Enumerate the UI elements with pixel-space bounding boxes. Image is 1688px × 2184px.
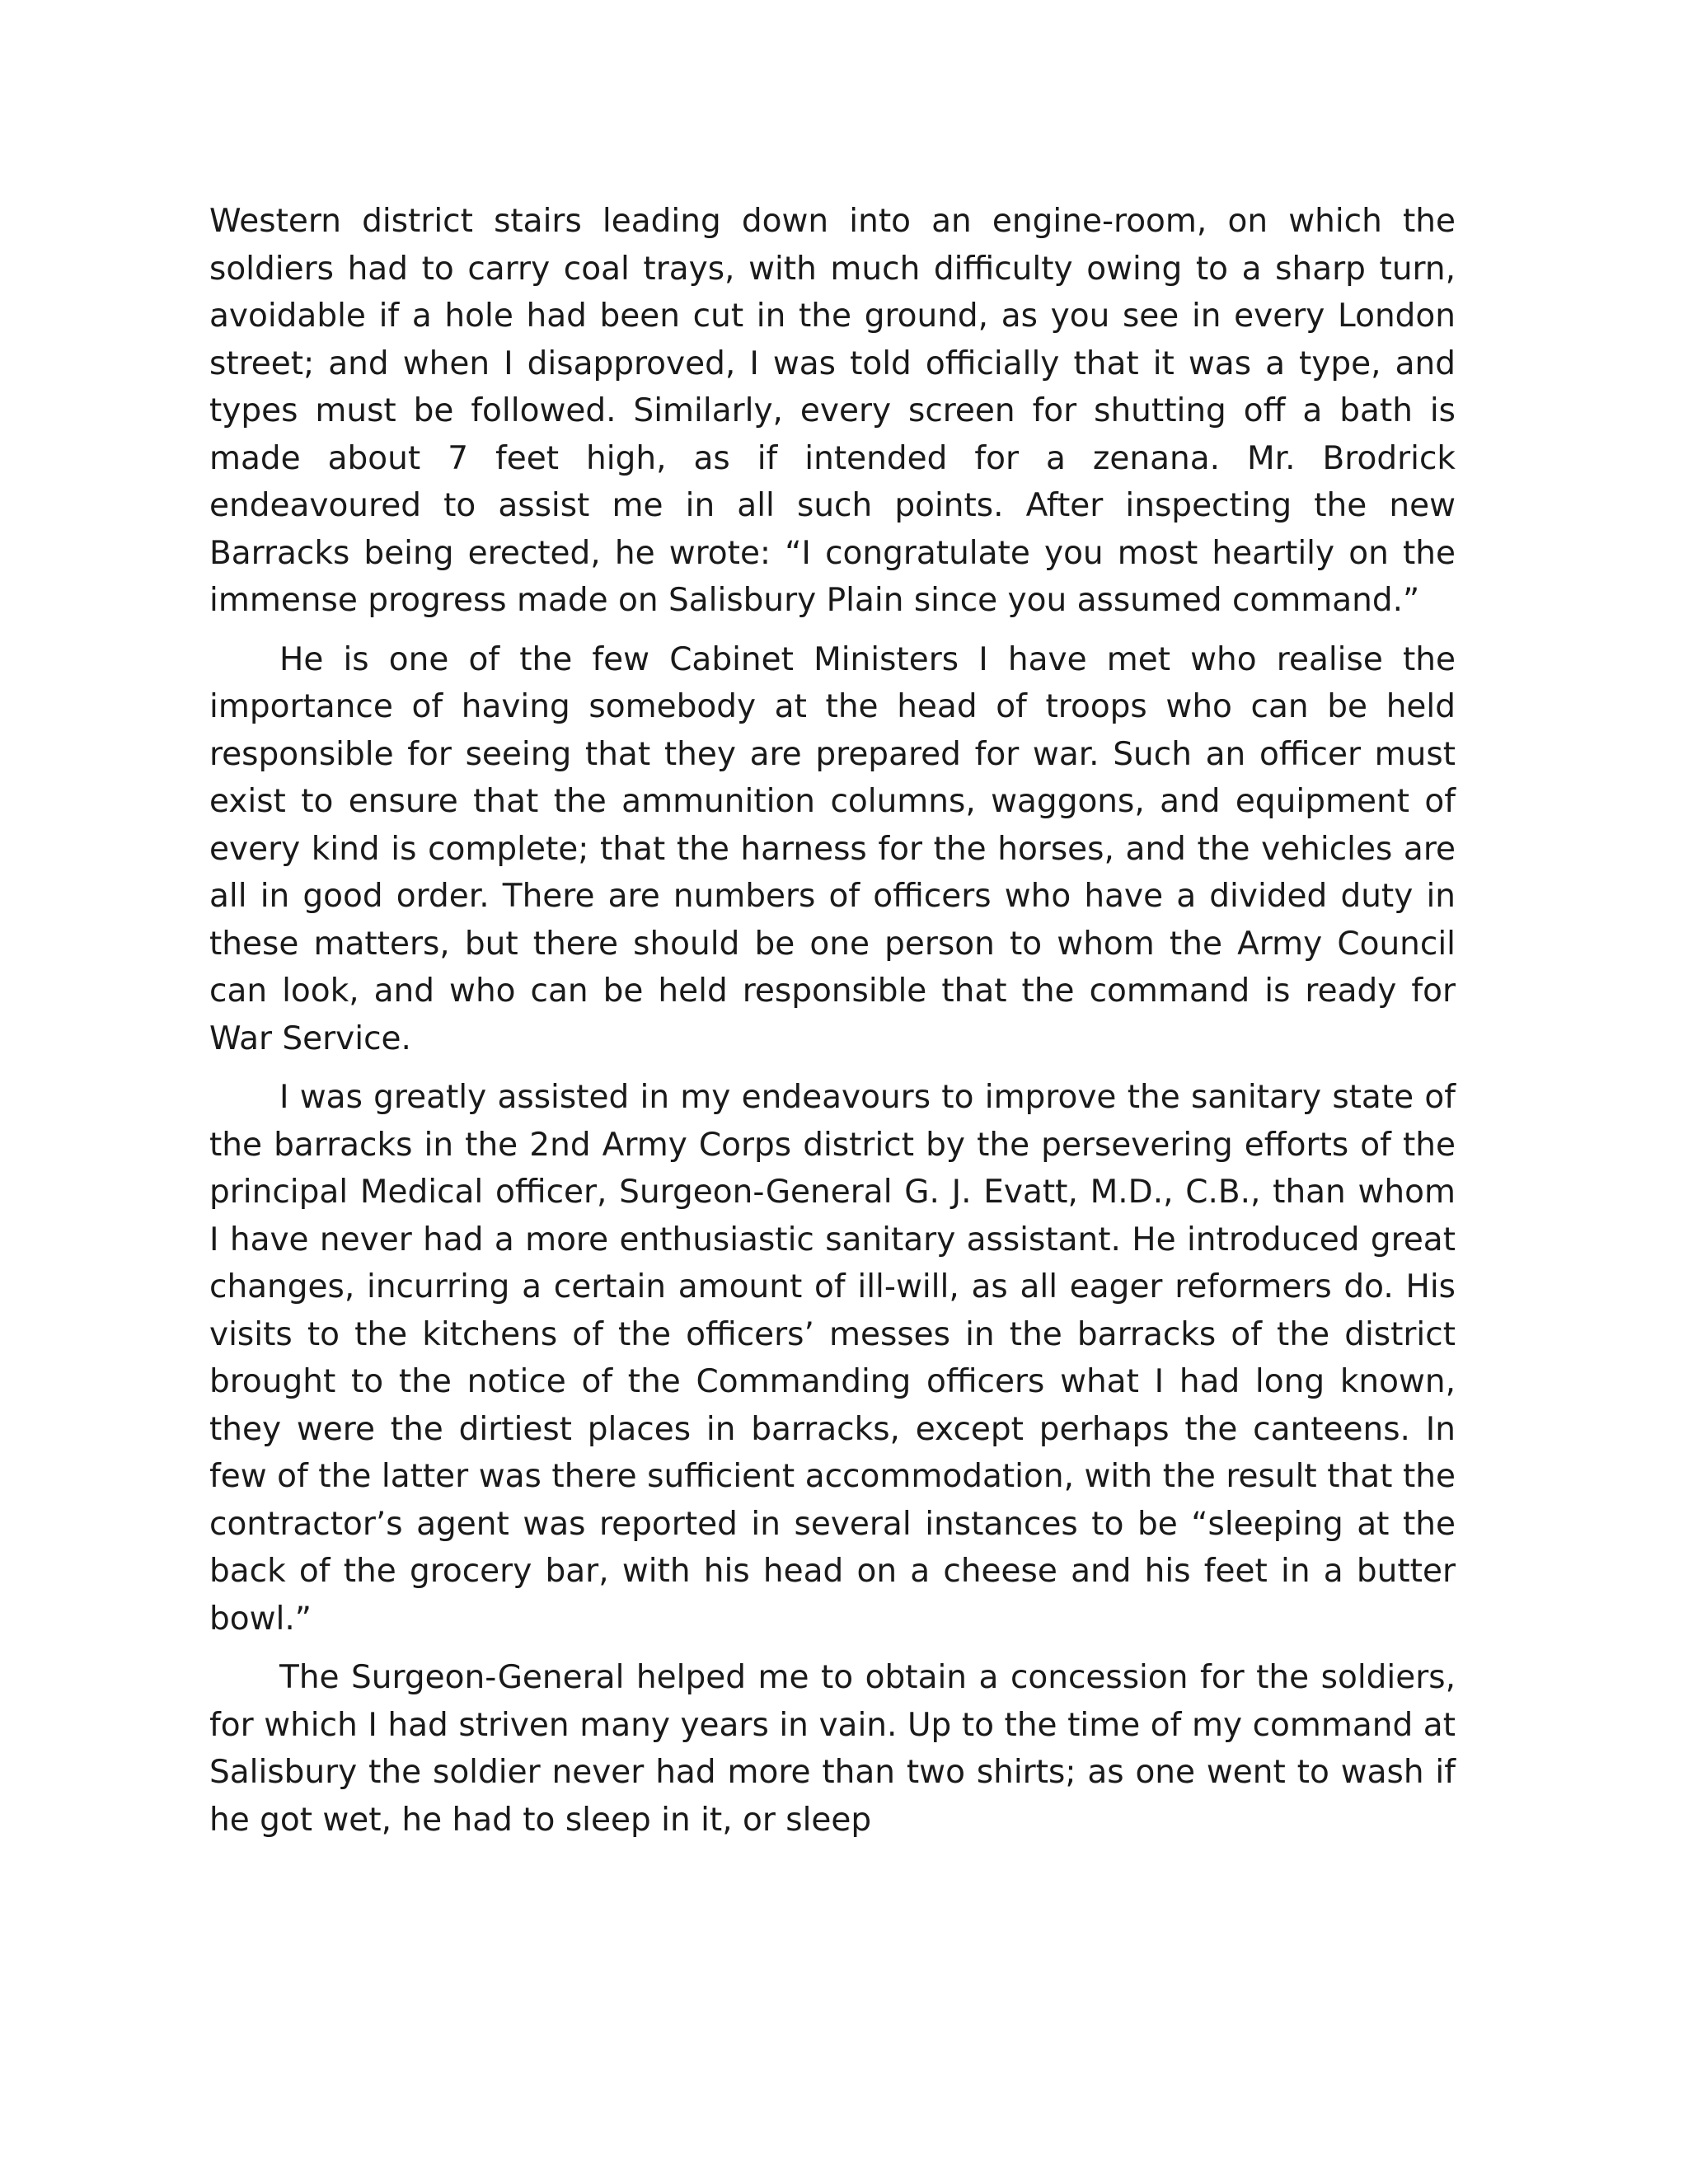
- paragraph-3: I was greatly assisted in my endeavours to improve the sanitary state of the barracks in the 2nd Army Corps district by the persevering efforts of the principal Medical officer, Surgeon-General G. J. Evatt, M.D., C.B., than whom I have never had a more enthusiastic sanitary assistant. He introduced great changes, incurring a certain amount of ill-will, as all eager reformers do. His visits to the kitchens of the officers’ messes in the barracks of the district brought to the notice of the Commanding officers what I had long known, they were the dirtiest places in barracks, except perhaps the canteens. In few of the latter was there sufficient accommodation, with the result that the contractor’s agent was reported in several instances to be “sleeping at the back of the grocery bar, with his head on a cheese and his feet in a butter bowl.”: [209, 1079, 1456, 1638]
- paragraph-4: The Surgeon-General helped me to obtain a concession for the soldiers, for which I had striven many years in vain. Up to the time of my command at Salisbury the soldier never had more than two shirts; as one went to wash if he got wet, he had to sleep in it, or sleep: [209, 1659, 1456, 1839]
- paragraph-2: He is one of the few Cabinet Ministers I have met who realise the importance of having somebody at the head of troops who can be held responsible for seeing that they are prepared for war. Such an officer must exist to ensure that the ammunition columns, waggons, and equipment of every kind is complete; that the harness for the horses, and the vehicles are all in good order. There are numbers of officers who have a divided duty in these matters, but there should be one person to whom the Army Council can look, and who can be held responsible that the command is ready for War Service.: [209, 640, 1456, 1057]
- paragraph-1: Western district stairs leading down into an engine-room, on which the soldiers had to carry coal trays, with much difficulty owing to a sharp turn, avoidable if a hole had been cut in the ground, as you see in every London street; and when I disapproved, I was told officially that it was a type, and types must be followed. Similarly, every screen for shutting off a bath is made about 7 feet high, as if intended for a zenana. Mr. Brodrick endeavoured to assist me in all such points. After inspecting the new Barracks being erected, he wrote: “I congratulate you most heartily on the immense progress made on Salisbury Plain since you assumed command.”: [209, 203, 1456, 619]
- body-text: [209, 198, 1456, 1855]
